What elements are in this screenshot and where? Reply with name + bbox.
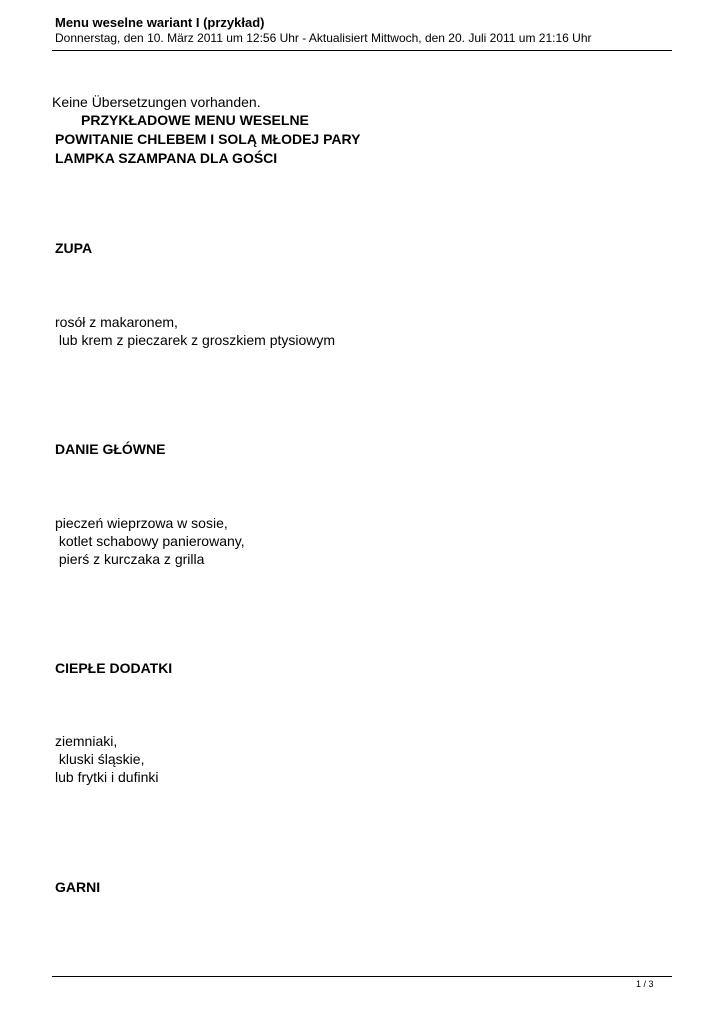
no-translations-note: Keine Übersetzungen vorhanden. <box>52 94 261 110</box>
welcome-line: LAMPKA SZAMPANA DLA GOŚCI <box>55 150 278 166</box>
menu-item: kluski śląskie, <box>55 751 145 767</box>
page-number: 1 / 3 <box>636 979 654 989</box>
document-header <box>55 15 675 46</box>
menu-item: pierś z kurczaka z grilla <box>55 551 205 567</box>
menu-item: lub frytki i dufinki <box>55 769 159 785</box>
section-heading-soup: ZUPA <box>55 240 93 256</box>
document-date-line: Donnerstag, den 10. März 2011 um 12:56 Uhr - Aktualisiert Mittwoch, den 20. Juli 2011 um 21:16 Uhr <box>55 31 592 45</box>
menu-item: pieczeń wieprzowa w sosie, <box>55 515 228 531</box>
section-heading-garni: GARNI <box>55 879 101 895</box>
section-heading-main-course: DANIE GŁÓWNE <box>55 441 166 457</box>
menu-item: rosół z makaronem, <box>55 314 178 330</box>
menu-item: lub krem z pieczarek z groszkiem ptysiowym <box>55 332 336 348</box>
menu-item: ziemniaki, <box>55 733 118 749</box>
menu-heading: PRZYKŁADOWE MENU WESELNE <box>81 112 309 128</box>
document-title: Menu weselne wariant I (przykład) <box>55 15 265 30</box>
welcome-line: POWITANIE CHLEBEM I SOLĄ MŁODEJ PARY <box>55 131 361 147</box>
section-heading-warm-sides: CIEPŁE DODATKI <box>55 660 173 676</box>
menu-item: kotlet schabowy panierowany, <box>55 533 245 549</box>
header-divider <box>52 50 672 51</box>
footer-divider <box>52 976 672 977</box>
